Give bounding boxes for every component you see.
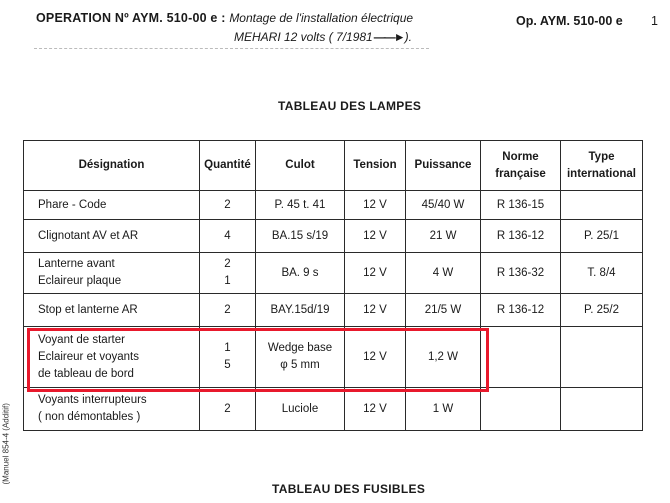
arrow-icon: ——►	[373, 30, 404, 44]
cell-line: 2	[224, 303, 231, 316]
cell-norme: R 136-32	[481, 253, 561, 294]
highlight-box	[27, 328, 489, 392]
operation-header	[36, 11, 413, 25]
subtitle-prefix: MEHARI 12 volts ( 7/1981	[234, 30, 373, 44]
cell-puissance: 21/5 W	[406, 294, 481, 327]
column-header-tension: Tension	[345, 141, 406, 191]
column-header-line: Norme	[502, 150, 539, 163]
cell-culot	[256, 388, 345, 431]
cell-norme: R 136-12	[481, 220, 561, 253]
column-header-line: international	[566, 167, 636, 180]
cell-type	[561, 191, 643, 220]
cell-line: Wedge base	[267, 342, 333, 354]
cell-puissance: 1,2 W	[406, 327, 481, 388]
cell-line: 1	[224, 275, 231, 287]
cell-line: BA. 9 s	[281, 266, 319, 279]
cell-tension: 12 V	[345, 327, 406, 388]
column-header-line: française	[495, 167, 546, 180]
column-header-norme	[481, 141, 561, 191]
cell-quantite	[200, 220, 256, 253]
cell-norme	[481, 327, 561, 388]
cell-quantite	[200, 294, 256, 327]
cell-designation	[24, 253, 200, 294]
cell-line: φ 5 mm	[280, 359, 320, 371]
cell-line: ( non démontables )	[38, 411, 141, 423]
cell-type	[561, 327, 643, 388]
table-row	[24, 253, 643, 294]
cell-norme: R 136-12	[481, 294, 561, 327]
fuses-table-title: TABLEAU DES FUSIBLES	[272, 482, 426, 496]
cell-line: Clignotant AV et AR	[38, 229, 139, 242]
cell-culot	[256, 191, 345, 220]
cell-quantite	[200, 253, 256, 294]
cell-line: P. 45 t. 41	[274, 198, 326, 211]
cell-line: Lanterne avant	[38, 258, 115, 270]
cell-norme	[481, 388, 561, 431]
cell-line: BA.15 s/19	[271, 229, 329, 242]
cell-tension: 12 V	[345, 220, 406, 253]
cell-line: Luciole	[281, 402, 319, 415]
cell-norme: R 136-15	[481, 191, 561, 220]
cell-tension: 12 V	[345, 191, 406, 220]
cell-line: Phare - Code	[38, 198, 107, 211]
operation-title: Montage de l'installation électrique	[229, 11, 414, 25]
cell-puissance: 1 W	[406, 388, 481, 431]
cell-line: Voyant de starter	[38, 333, 125, 346]
cell-culot	[256, 253, 345, 294]
table-row	[24, 388, 643, 431]
cell-puissance: 45/40 W	[406, 191, 481, 220]
cell-designation	[24, 191, 200, 220]
column-header-designation: Désignation	[24, 141, 200, 191]
column-header-line: Type	[588, 150, 615, 163]
cell-line: 2	[224, 402, 231, 415]
column-header-type	[561, 141, 643, 191]
table-header-row	[24, 141, 643, 191]
cell-quantite	[200, 388, 256, 431]
table-row	[24, 294, 643, 327]
cell-line: 2	[224, 258, 231, 270]
header-divider	[34, 48, 429, 49]
cell-designation	[24, 388, 200, 431]
cell-line: Eclaireur et voyants	[38, 350, 139, 363]
cell-line: 4	[224, 229, 231, 242]
cell-tension: 12 V	[345, 253, 406, 294]
cell-line: Eclaireur plaque	[38, 275, 122, 287]
cell-culot	[256, 220, 345, 253]
cell-line: Voyants interrupteurs	[38, 394, 147, 406]
cell-line: 1	[224, 342, 231, 354]
cell-tension: 12 V	[345, 388, 406, 431]
cell-type: T. 8/4	[561, 253, 643, 294]
cell-quantite	[200, 191, 256, 220]
cell-puissance: 4 W	[406, 253, 481, 294]
cell-type	[561, 388, 643, 431]
table-row	[24, 191, 643, 220]
operation-subtitle	[234, 30, 412, 44]
cell-tension: 12 V	[345, 294, 406, 327]
column-header-puissance: Puissance	[406, 141, 481, 191]
operation-label: OPERATION Nº AYM. 510-00 e :	[36, 11, 226, 25]
cell-line: 2	[224, 198, 231, 211]
cell-designation	[24, 294, 200, 327]
cell-culot	[256, 294, 345, 327]
cell-puissance: 21 W	[406, 220, 481, 253]
page-number: 1	[651, 14, 658, 28]
cell-line: de tableau de bord	[38, 367, 134, 380]
cell-type: P. 25/1	[561, 220, 643, 253]
table-row	[24, 220, 643, 253]
cell-type: P. 25/2	[561, 294, 643, 327]
operation-reference: Op. AYM. 510-00 e	[516, 14, 623, 28]
column-header-quantite: Quantité	[200, 141, 256, 191]
cell-line: Stop et lanterne AR	[38, 303, 138, 316]
cell-designation	[24, 220, 200, 253]
subtitle-suffix: ).	[404, 30, 412, 44]
cell-line: BAY.15d/19	[270, 303, 330, 316]
cell-line: 5	[224, 359, 231, 371]
column-header-culot: Culot	[256, 141, 345, 191]
lamps-table-title: TABLEAU DES LAMPES	[278, 99, 422, 113]
side-margin-note: (Manuel 854-4 (Additif)	[1, 403, 11, 485]
